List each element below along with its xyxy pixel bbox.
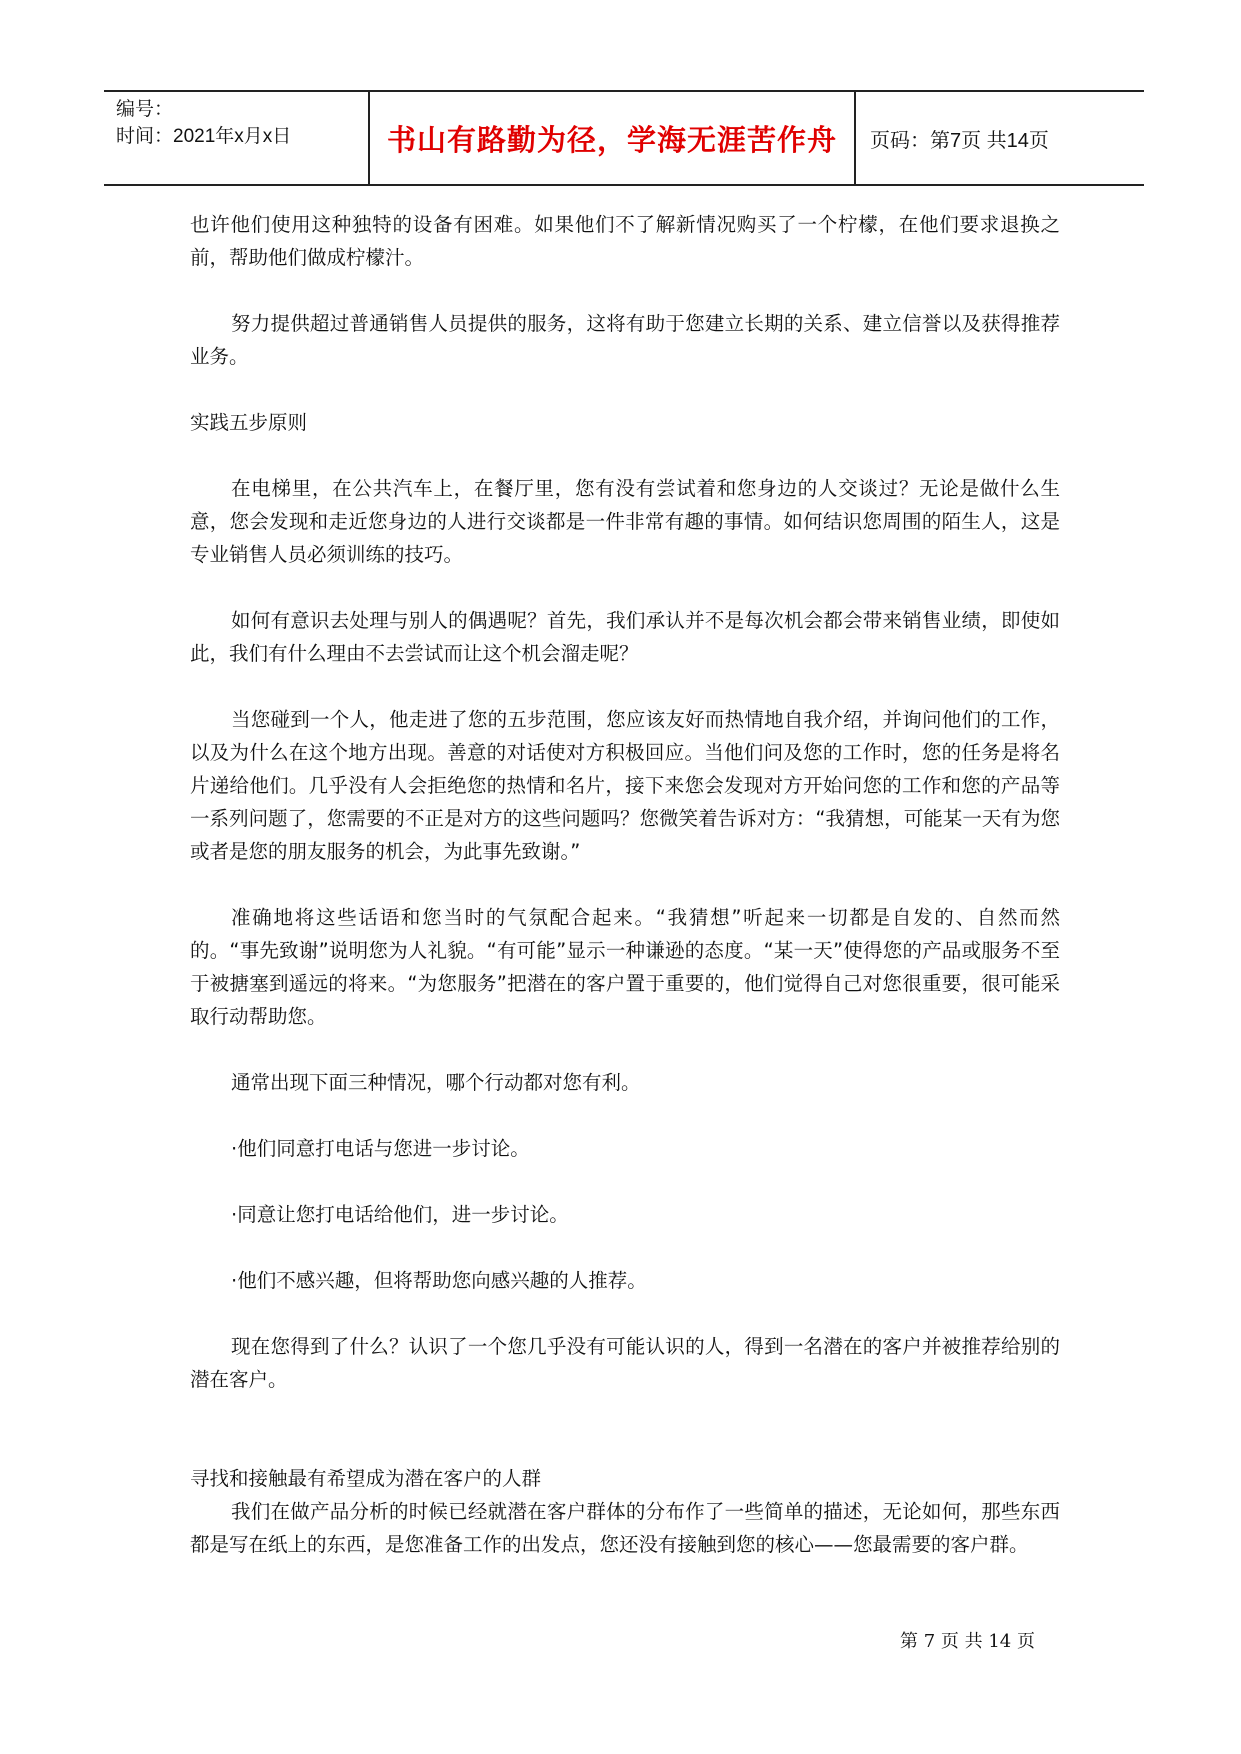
paragraph: 如何有意识去处理与别人的偶遇呢？首先，我们承认并不是每次机会都会带来销售业绩，即使如此，我们有什么理由不去尝试而让这个机会溜走呢？	[190, 609, 1060, 665]
paragraph: 在电梯里，在公共汽车上，在餐厅里，您有没有尝试着和您身边的人交谈过？无论是做什么生意，您会发现和走近您身边的人进行交谈都是一件非常有趣的事情。如何结识您周围的陌生人，这是专业销售人员必须训练的技巧。	[190, 477, 1060, 566]
number-label: 编号：	[116, 99, 174, 120]
header-motto: 书山有路勤为径，学海无涯苦作舟	[386, 122, 837, 157]
section-heading: 寻找和接触最有希望成为潜在客户的人群	[190, 1467, 542, 1490]
page-header	[104, 90, 1144, 186]
paragraph: 现在您得到了什么？认识了一个您几乎没有可能认识的人，得到一名潜在的客户并被推荐给别的潜在客户。	[190, 1335, 1060, 1391]
section-heading: 实践五步原则	[190, 411, 308, 434]
header-divider	[854, 92, 856, 184]
paragraph: 也许他们使用这种独特的设备有困难。如果他们不了解新情况购买了一个柠檬，在他们要求退换之前，帮助他们做成柠檬汁。	[190, 213, 1060, 269]
bullet-item: ·同意让您打电话给他们，进一步讨论。	[231, 1203, 569, 1226]
document-body	[190, 208, 1060, 1561]
paragraph: 努力提供超过普通销售人员提供的服务，这将有助于您建立长期的关系、建立信誉以及获得推荐业务。	[190, 312, 1060, 368]
time-label: 时间：2021年x月x日	[116, 126, 292, 147]
bullet-item: ·他们同意打电话与您进一步讨论。	[231, 1137, 530, 1160]
paragraph: 通常出现下面三种情况，哪个行动都对您有利。	[231, 1071, 641, 1094]
page-footer: 第 7 页 共 14 页	[900, 1631, 1035, 1652]
paragraph: 我们在做产品分析的时候已经就潜在客户群体的分布作了一些简单的描述，无论如何，那些东西都是写在纸上的东西，是您准备工作的出发点，您还没有接触到您的核心——您最需要的客户群。	[190, 1500, 1060, 1556]
paragraph: 准确地将这些话语和您当时的气氛配合起来。“我猜想”听起来一切都是自发的、自然而然的。“事先致谢”说明您为人礼貌。“有可能”显示一种谦逊的态度。“某一天”使得您的产品或服务不至于被搪塞到遥远的将来。“为您服务”把潜在的客户置于重要的，他们觉得自己对您很重要，很可能采取行动帮助您。	[190, 906, 1060, 1028]
header-page-info: 页码：第7页 共14页	[870, 129, 1049, 152]
header-meta	[116, 96, 291, 150]
paragraph: 当您碰到一个人，他走进了您的五步范围，您应该友好而热情地自我介绍，并询问他们的工作，以及为什么在这个地方出现。善意的对话使对方积极回应。当他们问及您的工作时，您的任务是将名片递给他们。几乎没有人会拒绝您的热情和名片，接下来您会发现对方开始问您的工作和您的产品等一系列问题了，您需要的不正是对方的这些问题吗？您微笑着告诉对方：“我猜想，可能某一天有为您或者是您的朋友服务的机会，为此事先致谢。”	[190, 708, 1060, 863]
bullet-item: ·他们不感兴趣，但将帮助您向感兴趣的人推荐。	[231, 1269, 647, 1292]
